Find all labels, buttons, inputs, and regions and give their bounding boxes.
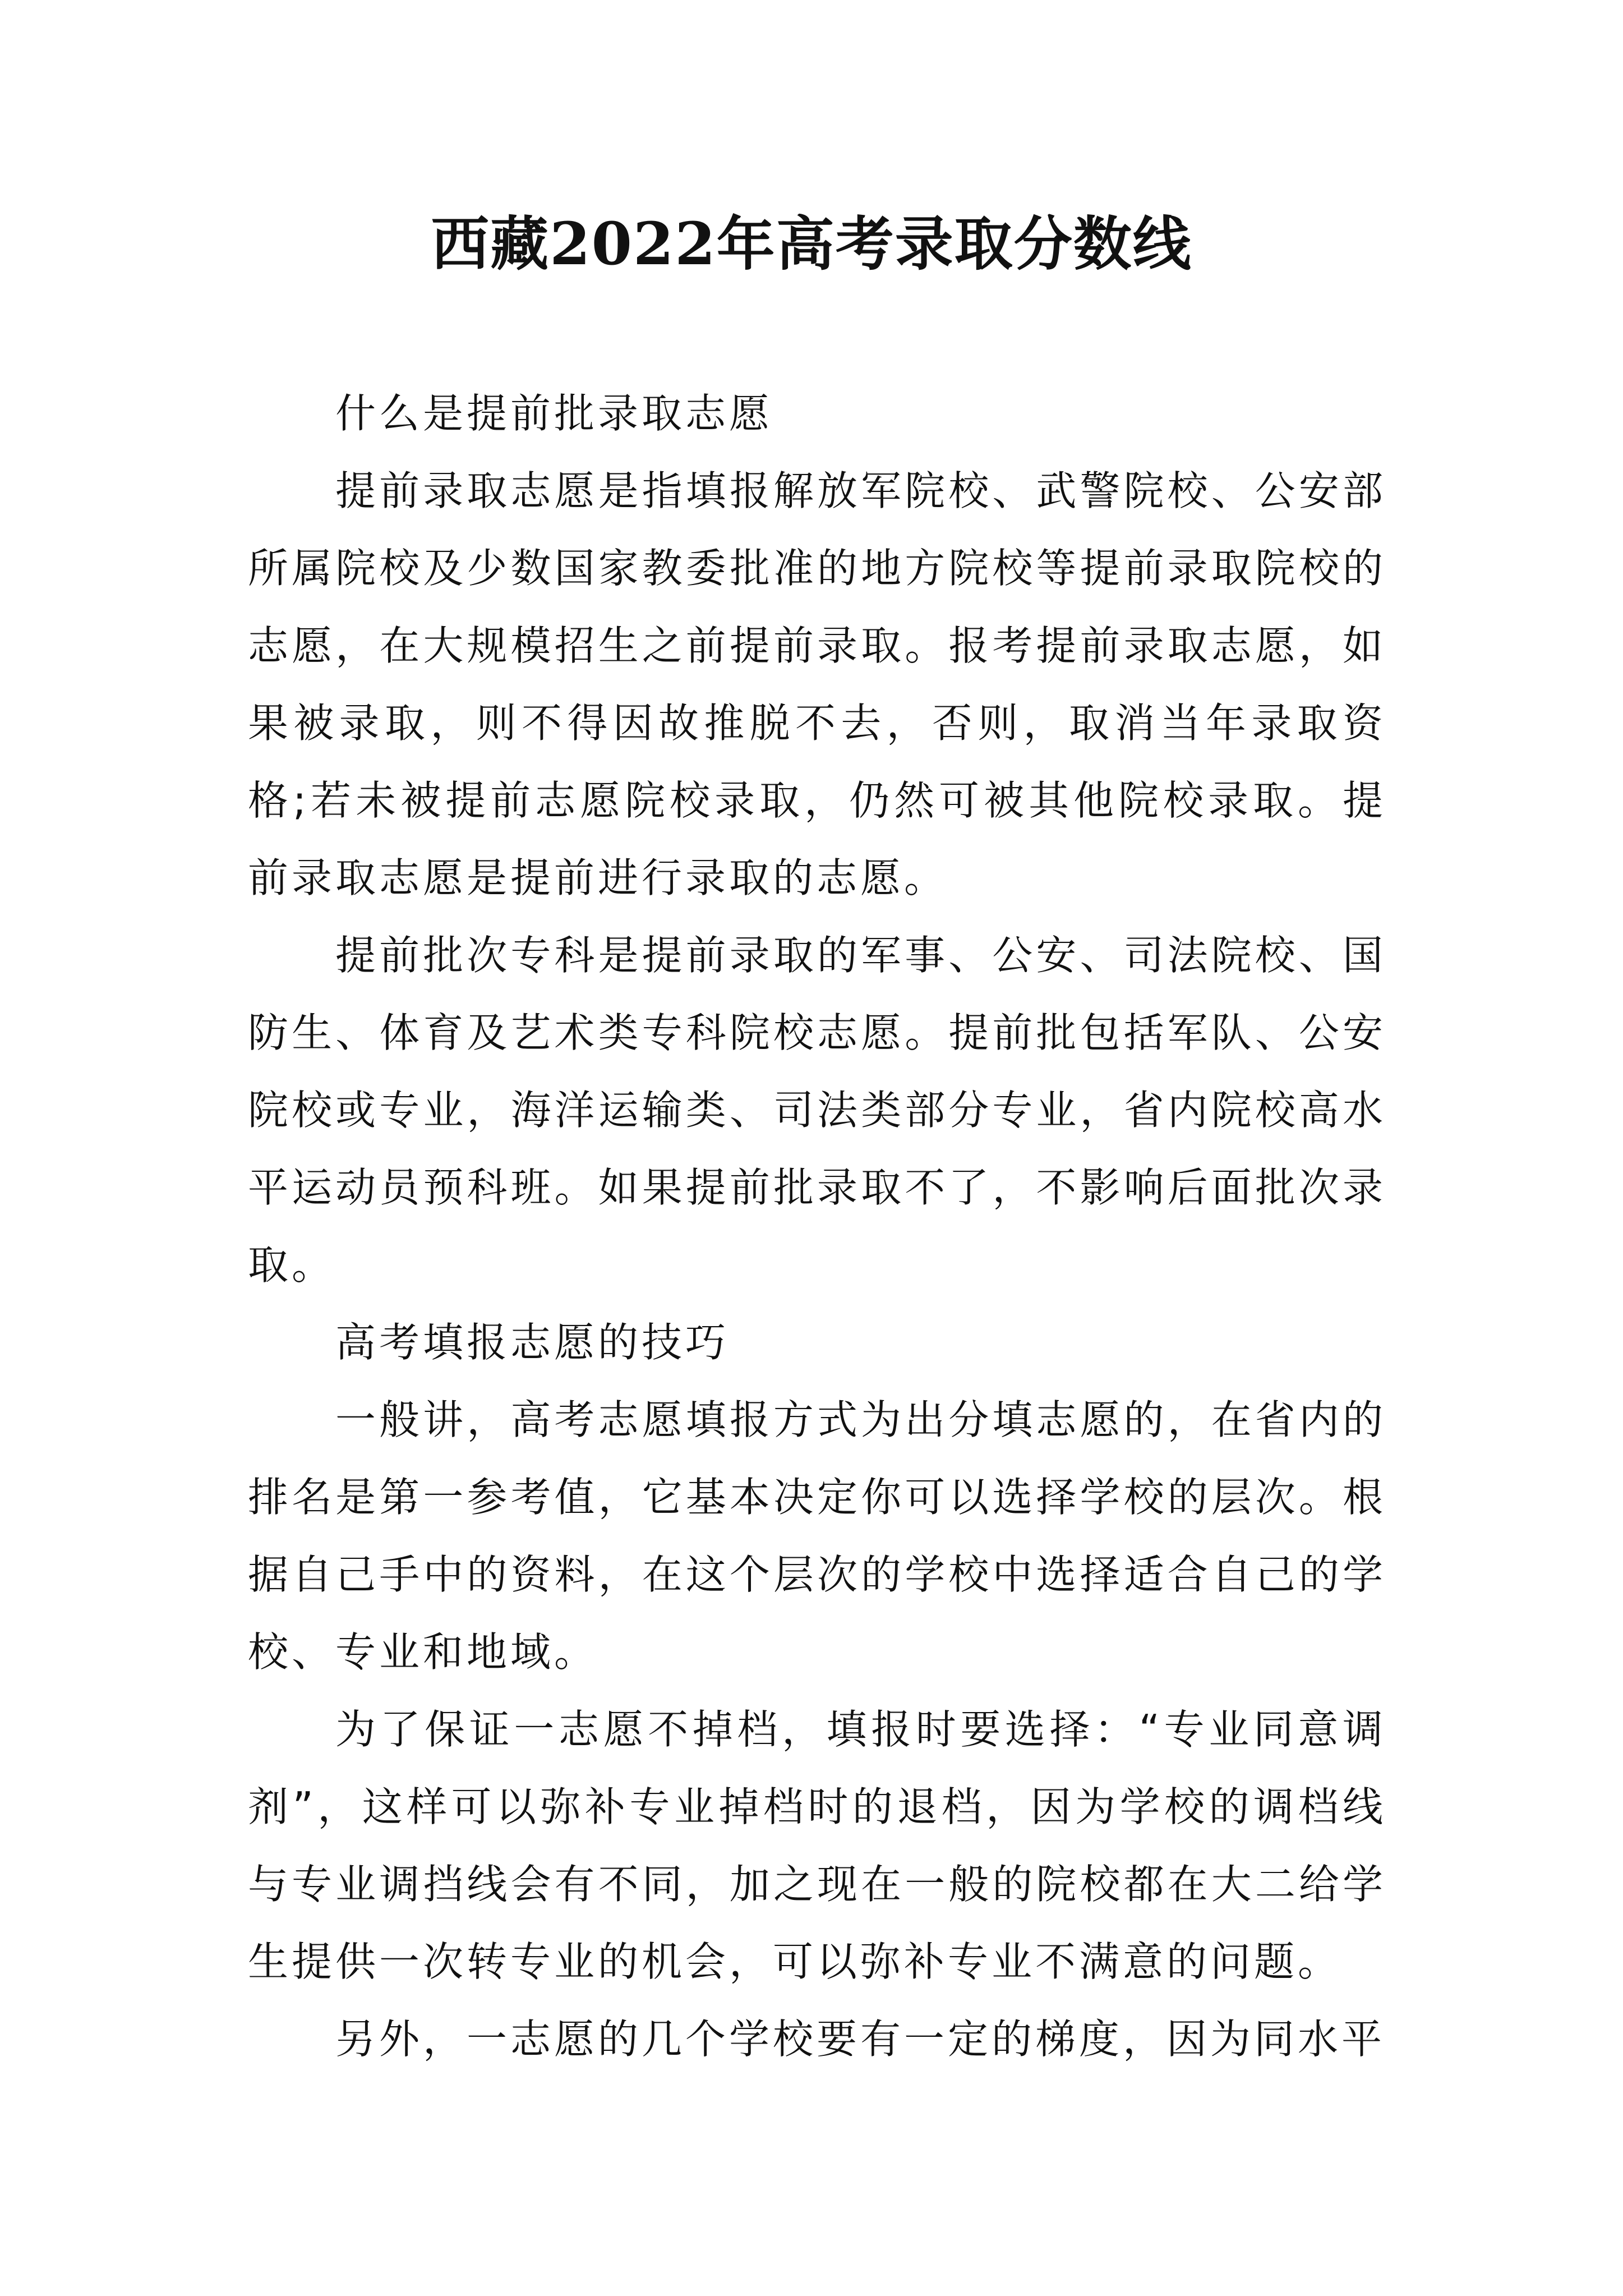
paragraph-accept-adjustment: 为了保证一志愿不掉档，填报时要选择：“专业同意调剂”，这样可以弥补专业掉档时的退档，因为学校的调档线与专业调挡线会有不同，加之现在一般的院校都在大二给学生提供一次转专业的机会，可以弥补专业不满意的问题。 bbox=[248, 1706, 1386, 1985]
paragraph-early-batch-specialty: 提前批次专科是提前录取的军事、公安、司法院校、国防生、体育及艺术类专科院校志愿。提前批包括军队、公安院校或专业，海洋运输类、司法类部分专业，省内院校高水平运动员预科班。如果提前批录取不了，不影响后面批次录取。 bbox=[248, 932, 1386, 1289]
section-heading-application-tips: 高考填报志愿的技巧 bbox=[335, 1319, 730, 1366]
section-heading-early-admission: 什么是提前批录取志愿 bbox=[335, 390, 773, 437]
document-title: 西藏2022年高考录取分数线 bbox=[431, 209, 1192, 278]
paragraph-early-admission-definition: 提前录取志愿是指填报解放军院校、武警院校、公安部所属院校及少数国家教委批准的地方院校等提前录取院校的志愿，在大规模招生之前提前录取。报考提前录取志愿，如果被录取，则不得因故推脱不去，否则，取消当年录取资格;若未被提前志愿院校录取，仍然可被其他院校录取。提前录取志愿是提前进行录取的志愿。 bbox=[248, 467, 1386, 901]
paragraph-ranking-reference: 一般讲，高考志愿填报方式为出分填志愿的，在省内的排名是第一参考值，它基本决定你可以选择学校的层次。根据自己手中的资料，在这个层次的学校中选择适合自己的学校、专业和地域。 bbox=[248, 1396, 1386, 1676]
document-body bbox=[248, 375, 1386, 2078]
paragraph-school-gradient: 另外，一志愿的几个学校要有一定的梯度，因为同水平 bbox=[335, 2016, 1386, 2063]
